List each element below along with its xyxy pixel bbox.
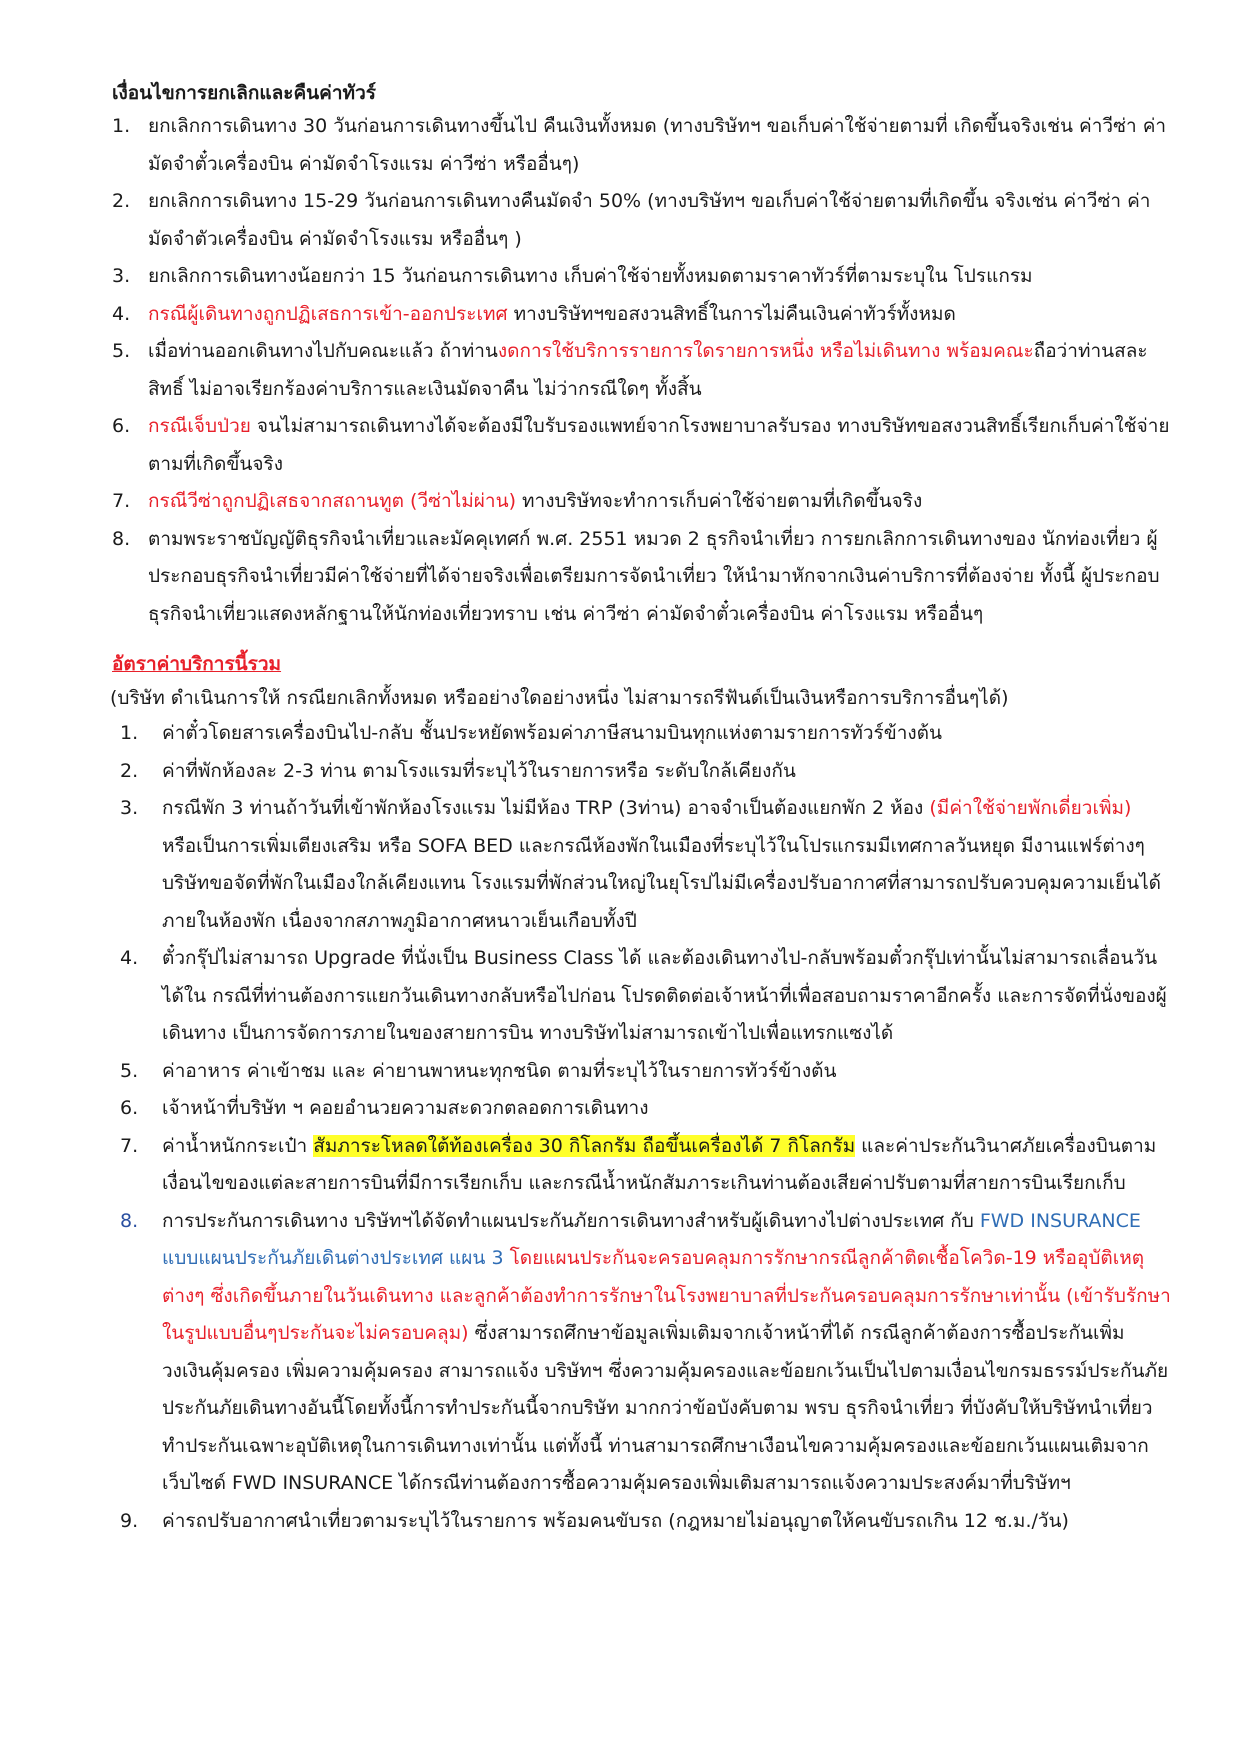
list-item: 9. ค่ารถปรับอากาศนำเที่ยวตามระบุไว้ในรายการ พร้อมคนขับรถ (กฎหมายไม่อนุญาตให้คนขับรถเกิน 12 ช.ม./วัน)	[112, 1503, 1171, 1541]
item-number: 5.	[120, 1059, 139, 1082]
item-number: 9.	[120, 1509, 139, 1532]
list-item: 8. การประกันการเดินทาง บริษัทฯได้จัดทำแผนประกันภัยการเดินทางสำหรับผู้เดินทางไปต่างประเทศ กับ FWD INSURANCE แบบแผนประกันภัยเดินต่างประเทศ แผน 3 โดยแผนประกันจะครอบคลุมการรักษากรณีลูกค้าติดเชื้อโควิด-19 หรืออุบัติเหตุต่างๆ ซึ่งเกิดขึ้นภายในวันเดินทาง และลูกค้าต้องทำการรักษาในโรงพยาบาลที่ประกันครอบคลุมการรักษาเท่านั้น (เข้ารับรักษาในรูปแบบอื่นๆประกันจะไม่ครอบคลุม) ซึ่งสามารถศึกษาข้อมูลเพิ่มเติมจากเจ้าหน้าที่ได้ กรณีลูกค้าต้องการซื้อประกันเพิ่มวงเงินคุ้มครอง เพิ่มความคุ้มครอง สามารถแจ้ง บริษัทฯ ซึ่งความคุ้มครองและข้อยกเว้นเป็นไปตามเงื่อนไขกรมธรรม์ประกันภัย ประกันภัยเดินทางอันนี้โดยทั้งนี้การทำประกันนี้จากบริษัท มากกว่าข้อบังคับตาม พรบ ธุรกิจนำเที่ยว ที่บังคับให้บริษัทนำเที่ยว ทำประกันเฉพาะอุบัติเหตุในการเดินทางเท่านั้น แต่ทั้งนี้ ท่านสามารถศึกษาเงือนไขความคุ้มครองและข้อยกเว้นแผนเติมจากเว็บไซด์ FWD INSURANCE ได้กรณีท่านต้องการซื้อความคุ้มครองเพิ่มเติมสามารถแจ้งความประสงค์มาที่บริษัทฯ	[112, 1203, 1171, 1503]
item-number: 4.	[120, 947, 139, 969]
list-item: 2. ค่าที่พักห้องละ 2-3 ท่าน ตามโรงแรมที่ระบุไว้ในรายการหรือ ระดับใกล้เคียงกัน	[112, 753, 1171, 791]
item-number: 4.	[112, 302, 131, 325]
highlight-red-text: งดการใช้บริการรายการใดรายการหนึ่ง หรือไม่เดินทาง พร้อมคณะ	[497, 340, 1034, 362]
insurance-plan-text: FWD INSURANCE แบบแผนประกันภัยเดินต่างประเทศ แผน 3	[162, 1209, 1141, 1269]
rates-note: (บริษัท ดำเนินการให้ กรณียกเลิกทั้งหมด หรืออย่างใดอย่างหนึ่ง ไม่สามารถรีฟันด์เป็นเงินหรือการบริการอื่นๆได้)	[110, 687, 1009, 709]
list-item: 3. กรณีพัก 3 ท่านถ้าวันที่เข้าพักห้องโรงแรม ไม่มีห้อง TRP (3ท่าน) อาจจำเป็นต้องแยกพัก 2 ห้อง (มีค่าใช้จ่ายพักเดี่ยวเพิ่ม) หรือเป็นการเพิ่มเตียงเสริม หรือ SOFA BED และกรณีห้องพักในเมืองที่ระบุไว้ในโปรแกรมมีเทศกาลวันหยุด มีงานแฟร์ต่างๆ บริษัทขอจัดที่พักในเมืองใกล้เคียงแทน โรงแรมที่พักส่วนใหญ่ในยุโรปไม่มีเครื่องปรับอากาศที่สามารถปรับควบคุมความเย็นได้ภายในห้องพัก เนื่องจากสภาพภูมิอากาศหนาวเย็นเกือบทั้งปี	[112, 790, 1171, 940]
item-number: 2.	[120, 759, 139, 782]
item-number: 7.	[120, 1134, 139, 1157]
item-number: 3.	[112, 265, 131, 287]
item-number: 6.	[120, 1097, 139, 1119]
list-item: 3. ยกเลิกการเดินทางน้อยกว่า 15 วันก่อนการเดินทาง เก็บค่าใช้จ่ายทั้งหมดตามราคาทัวร์ที่ตามระบุใน โปรแกรม	[112, 258, 1171, 296]
item-number: 8.	[112, 527, 131, 550]
item-number: 6.	[112, 415, 131, 437]
list-item: 5. ค่าอาหาร ค่าเข้าชม และ ค่ายานพาหนะทุกชนิด ตามที่ระบุไว้ในรายการทัวร์ข้างต้น	[112, 1053, 1171, 1091]
yellow-highlight-text: สัมภาระโหลดใต้ท้องเครื่อง 30 กิโลกรัม ถือขึ้นเครื่องได้ 7 กิโลกรัม	[313, 1134, 856, 1157]
item-number: 7.	[112, 490, 131, 512]
list-item: 1. ยกเลิกการเดินทาง 30 วันก่อนการเดินทางขึ้นไป คืนเงินทั้งหมด (ทางบริษัทฯ ขอเก็บค่าใช้จ่ายตามที่ เกิดขึ้นจริงเช่น ค่าวีซ่า ค่ามัดจำตั๋วเครื่องบิน ค่ามัดจำโรงแรม ค่าวีซ่า หรืออื่นๆ)	[112, 108, 1171, 183]
list-item: 6. เจ้าหน้าที่บริษัท ฯ คอยอำนวยความสะดวกตลอดการเดินทาง	[112, 1090, 1171, 1128]
list-item: 8. ตามพระราชบัญญัติธุรกิจนำเที่ยวและมัคคุเทศก์ พ.ศ. 2551 หมวด 2 ธุรกิจนำเที่ยว การยกเลิกการเดินทางของ นักท่องเที่ยว ผู้ประกอบธุรกิจนำเที่ยวมีค่าใช้จ่ายที่ได้จ่ายจริงเพื่อเตรียมการจัดนำเที่ยว ให้นำมาหักจากเงินค่าบริการที่ต้องจ่าย ทั้งนี้ ผู้ประกอบธุรกิจนำเที่ยวแสดงหลักฐานให้นักท่องเที่ยวทราบ เช่น ค่าวีซ่า ค่ามัดจำตั๋วเครื่องบิน ค่าโรงแรม หรืออื่นๆ	[112, 521, 1171, 634]
item-number: 5.	[112, 340, 131, 362]
list-item: 7. ค่าน้ำหนักกระเป๋า สัมภาระโหลดใต้ท้องเครื่อง 30 กิโลกรัม ถือขึ้นเครื่องได้ 7 กิโลกรัม และค่าประกันวินาศภัยเครื่องบินตามเงื่อนไขของแต่ละสายการบินที่มีการเรียกเก็บ และกรณีน้ำหนักสัมภาระเกินท่านต้องเสียค่าปรับตามที่สายการบินเรียกเก็บ	[112, 1128, 1171, 1203]
rates-list	[112, 715, 1171, 1540]
item-number: 1.	[120, 722, 139, 744]
cancellation-heading: เงื่อนไขการยกเลิกและคืนค่าทัวร์	[112, 82, 376, 104]
highlight-red-text: กรณีวีซ่าถูกปฏิเสธจากสถานทูต (วีซ่าไม่ผ่าน)	[148, 490, 516, 512]
rates-heading: อัตราค่าบริการนี้รวม	[112, 653, 282, 675]
list-item: 4. กรณีผู้เดินทางถูกปฏิเสธการเข้า-ออกประเทศ ทางบริษัทฯขอสงวนสิทธิ์ในการไม่คืนเงินค่าทัวร์ทั้งหมด	[112, 296, 1171, 334]
list-item: 7. กรณีวีซ่าถูกปฏิเสธจากสถานทูต (วีซ่าไม่ผ่าน) ทางบริษัทจะทำการเก็บค่าใช้จ่ายตามที่เกิดขึ้นจริง	[112, 483, 1171, 521]
list-item: 1. ค่าตั๋วโดยสารเครื่องบินไป-กลับ ชั้นประหยัดพร้อมค่าภาษีสนามบินทุกแห่งตามรายการทัวร์ข้างต้น	[112, 715, 1171, 753]
cancellation-list	[112, 108, 1171, 633]
highlight-red-text: กรณีเจ็บป่วย	[148, 415, 251, 437]
list-item: 6. กรณีเจ็บป่วย จนไม่สามารถเดินทางได้จะต้องมีใบรับรองแพทย์จากโรงพยาบาลรับรอง ทางบริษัทขอสงวนสิทธิ์เรียกเก็บค่าใช้จ่ายตามที่เกิดขึ้นจริง	[112, 408, 1171, 483]
highlight-red-text: กรณีผู้เดินทางถูกปฏิเสธการเข้า-ออกประเทศ	[148, 302, 508, 325]
item-number: 1.	[112, 115, 131, 137]
list-item: 5. เมื่อท่านออกเดินทางไปกับคณะแล้ว ถ้าท่านงดการใช้บริการรายการใดรายการหนึ่ง หรือไม่เดินทาง พร้อมคณะถือว่าท่านสละสิทธิ์ ไม่อาจเรียกร้องค่าบริการและเงินมัดจาคืน ไม่ว่ากรณีใดๆ ทั้งสิ้น	[112, 333, 1171, 408]
item-number: 2.	[112, 190, 131, 212]
item-number: 3.	[120, 797, 139, 819]
highlight-red-text: (มีค่าใช้จ่ายพักเดี่ยวเพิ่ม)	[929, 797, 1132, 819]
highlight-red-text: โดยแผนประกันจะครอบคลุมการรักษากรณีลูกค้าติดเชื้อโควิด-19 หรืออุบัติเหตุต่างๆ ซึ่งเกิดขึ้นภายในวันเดินทาง และลูกค้าต้องทำการรักษาในโรงพยาบาลที่ประกันครอบคลุมการรักษาเท่านั้น (เข้ารับรักษาในรูปแบบอื่นๆประกันจะไม่ครอบคลุม)	[162, 1247, 1171, 1344]
list-item: 4. ตั๋วกรุ๊ปไม่สามารถ Upgrade ที่นั่งเป็น Business Class ได้ และต้องเดินทางไป-กลับพร้อมตั๋วกรุ๊ปเท่านั้นไม่สามารถเลื่อนวันได้ใน กรณีที่ท่านต้องการแยกวันเดินทางกลับหรือไปก่อน โปรดติดต่อเจ้าหน้าที่เพื่อสอบถามราคาอีกครั้ง และการจัดที่นั่งของผู้เดินทาง เป็นการจัดการภายในของสายการบิน ทางบริษัทไม่สามารถเข้าไปเพื่อแทรกแซงได้	[112, 940, 1171, 1053]
item-number: 8.	[120, 1209, 139, 1232]
list-item: 2. ยกเลิกการเดินทาง 15-29 วันก่อนการเดินทางคืนมัดจำ 50% (ทางบริษัทฯ ขอเก็บค่าใช้จ่ายตามที่เกิดขึ้น จริงเช่น ค่าวีซ่า ค่ามัดจำตัวเครื่องบิน ค่ามัดจำโรงแรม หรืออื่นๆ )	[112, 183, 1171, 258]
